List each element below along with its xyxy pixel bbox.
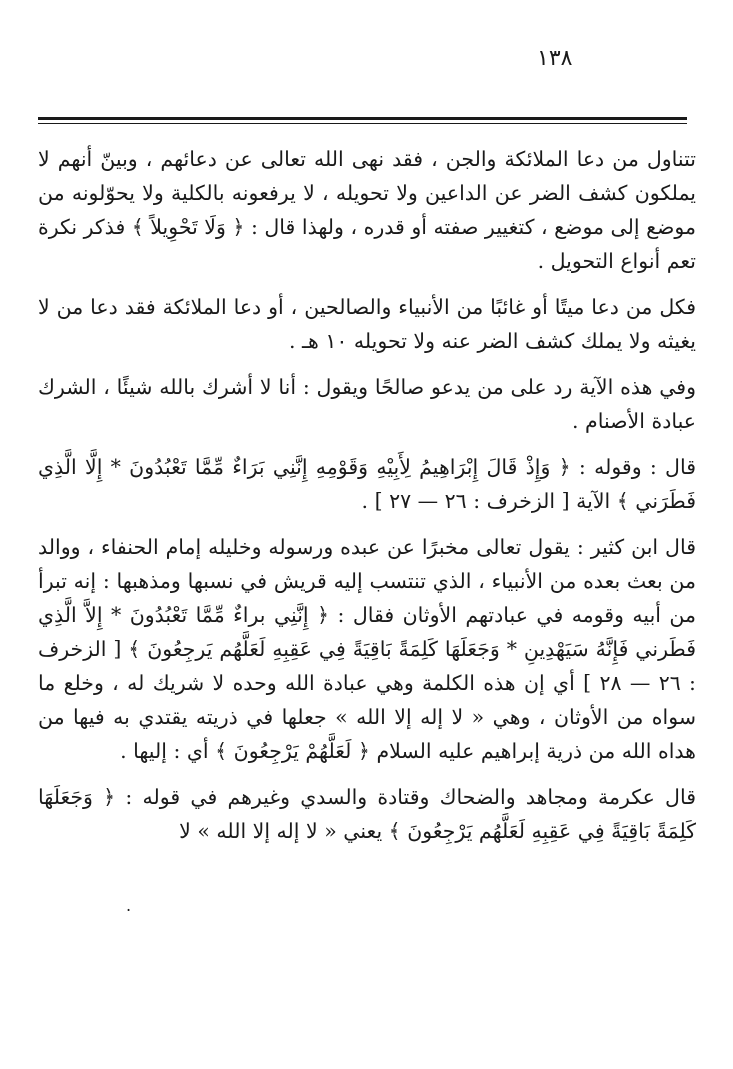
paragraph-5: قال ابن كثير : يقول تعالى مخبرًا عن عبده ورسوله وخليله إمام الحنفاء ، ووالد من بعث بعده من الأنبياء ، الذي تنتسب إليه قريش في نسبها ومذهبها : إنه تبرأ من أبيه وقومه في عبادتهم الأوثان فقال : ﴿ إِنَّنِي براءٌ مِّمَّا تَعْبُدُونَ * إِلاَّ الَّذِي فَطَرني فَإِنَّهُ سَيَهْدِينِ * وَجَعَلَهَا كَلِمَةً بَاقِيَةً فِي عَقِبِهِ لَعَلَّهُم يَرجِعُونَ ﴾ [ الزخرف : ٢٦ — ٢٨ ] أي إن هذه الكلمة وهي عبادة الله وحده لا شريك له ، وخلع ما سواه من الأوثان ، وهي « لا إله إلا الله » جعلها في ذريته يقتدي به فيها من هداه الله من ذرية إبراهيم عليه السلام ﴿ لَعَلَّهُمْ يَرْجِعُونَ ﴾ أي : إليها . [38, 535, 696, 763]
paragraph-2: فكل من دعا ميتًا أو غائبًا من الأنبياء والصالحين ، أو دعا الملائكة فقد دعا من لا يغيثه ولا يملك كشف الضر عنه ولا تحويله ١٠ هـ . [38, 295, 696, 353]
page-number: ١٣٨ [537, 46, 573, 71]
paragraph-6: قال عكرمة ومجاهد والضحاك وقتادة والسدي وغيرهم في قوله : ﴿ وَجَعَلَهَا كَلِمَةً بَاقِيَةً فِي عَقِبِهِ لَعَلَّهُم يَرْجِعُونَ ﴾ يعني « لا إله إلا الله » لا [38, 785, 696, 843]
stray-mark: . [126, 896, 132, 915]
paragraph-1: تتناول من دعا الملائكة والجن ، فقد نهى الله تعالى عن دعائهم ، وبينّ أنهم لا يملكون كشف الضر عن الداعين ولا تحويله ، لا يرفعونه بالكلية ولا يحوّلونه من موضع إلى موضع ، كتغيير صفته أو قدره ، ولهذا قال : ﴿ وَلَا تَحْوِيلاً ﴾ فذكر نكرة تعم أنواع التحويل . [38, 147, 696, 273]
header-rule-thin [38, 123, 687, 124]
paragraph-3: وفي هذه الآية رد على من يدعو صالحًا ويقول : أنا لا أشرك بالله شيئًا ، الشرك عبادة الأصنام . [38, 375, 696, 433]
body-text [38, 142, 696, 848]
paragraph-4: قال : وقوله : ﴿ وَإِذْ قَالَ إِبْرَاهِيمُ لِأَبِيْهِ وَقَوْمِهِ إِنَّنِي بَرَاءٌ مِّمَّا تَعْبُدُونَ * إِلَّا الَّذِي فَطَرَني ﴾ الآية [ الزخرف : ٢٦ — ٢٧ ] . [38, 455, 696, 513]
header-rule-thick [38, 117, 687, 120]
